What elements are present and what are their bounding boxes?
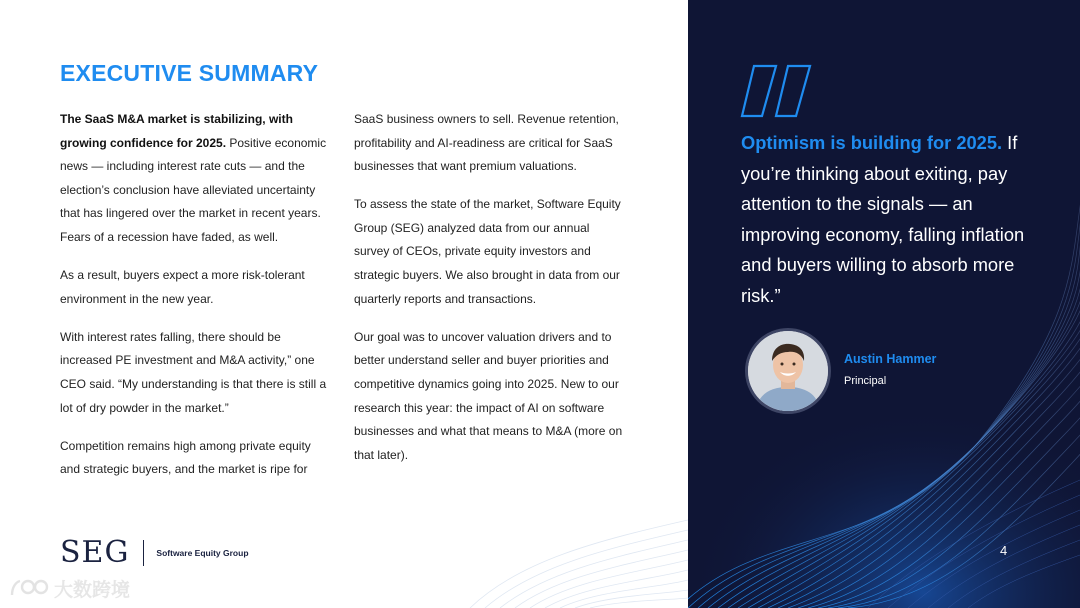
quote-text: If you’re thinking about exiting, pay attention to the signals — an improving economy, falling inflation and buyers willing to absorb more risk.” <box>741 132 1025 306</box>
pull-quote <box>741 128 1051 312</box>
paragraph-text: Positive economic news — including interest rate cuts — and the election’s conclusion have alleviated uncertainty that has lingered over the market in recent years. Fears of a recession have faded, as well. <box>60 135 327 244</box>
paragraph: Competition remains high among private equity and strategic buyers, and the market is ripe for <box>60 438 311 477</box>
logo-mark: SEG <box>60 535 130 570</box>
quotation-mark-icon <box>740 64 812 118</box>
paragraph: SaaS business owners to sell. Revenue retention, profitability and AI-readiness are critical for SaaS businesses that want premium valuations. <box>354 112 619 174</box>
person-portrait <box>748 331 828 411</box>
person-name: Austin Hammer <box>844 352 937 366</box>
paragraph: Our goal was to uncover valuation drivers and to better understand seller and buyer priorities and competitive dynamics going into 2025. New to our research this year: the impact of AI on software businesses and what that means to M&A (more on that later). <box>354 329 623 462</box>
paragraph: With interest rates falling, there should be increased PE investment and M&A activity,” one CEO said. “My understanding is that there is still a lot of dry powder in the market.” <box>60 329 327 415</box>
company-name: Software Equity Group <box>156 548 249 558</box>
paragraph: As a result, buyers expect a more risk-tolerant environment in the new year. <box>60 268 305 306</box>
page-number: 4 <box>1000 543 1008 558</box>
quote-highlight: Optimism is building for 2025. <box>741 132 1003 153</box>
watermark-logo-icon <box>8 577 50 601</box>
company-logo <box>60 536 249 570</box>
avatar <box>745 328 831 414</box>
paragraph <box>60 108 330 250</box>
watermark <box>8 575 130 602</box>
quote-panel <box>688 0 1080 608</box>
logo-divider <box>143 540 144 566</box>
person-role: Principal <box>844 375 887 387</box>
lead-sentence: The SaaS M&A market is stabilizing, with growing confidence for 2025. <box>60 112 293 150</box>
page-title: EXECUTIVE SUMMARY <box>60 60 319 86</box>
text-column-left <box>60 108 330 496</box>
watermark-text: 大数跨境 <box>54 580 131 601</box>
text-column-right <box>354 108 624 482</box>
paragraph: To assess the state of the market, Software Equity Group (SEG) analyzed data from our annual survey of CEOs, private equity investors and strategic buyers. We also brought in data from our quarterly reports and transactions. <box>354 197 621 306</box>
